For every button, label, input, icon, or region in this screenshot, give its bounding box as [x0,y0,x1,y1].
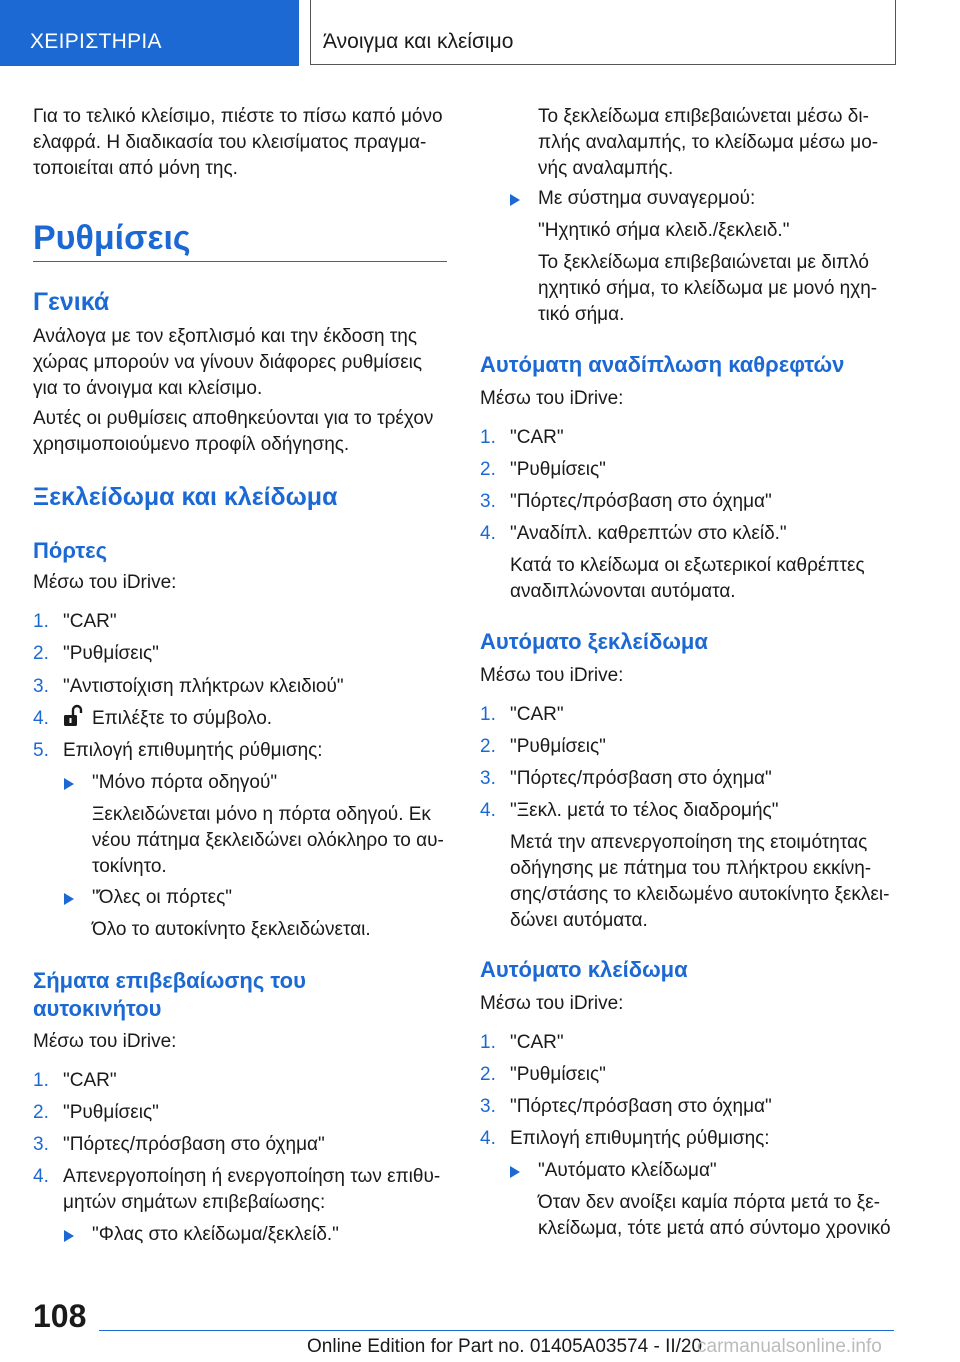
auto-unlock-heading: Αυτόματο ξεκλείδωμα [480,629,708,654]
doors-heading: Πόρτες [33,538,108,563]
auto-lock-step-2-num: 2. [480,1064,496,1085]
driver-door-desc-1: Ξεκλειδώνεται μόνο η πόρτα οδηγού. Εκ [92,804,431,825]
intro-line-1: Για το τελικό κλείσιμο, πιέστε το πίσω καπό μόνο [33,106,443,127]
general-p1-line-2: χώρας μπορούν να γίνουν διάφορες ρυθμίσεις [33,352,423,373]
auto-unlock-step-3: "Πόρτες/πρόσβαση στο όχημα" [510,768,772,789]
confirm-step-2: "Ρυθμίσεις" [63,1102,159,1123]
settings-rule [33,261,447,262]
driver-door-desc-3: τοκίνητο. [92,856,167,877]
mirror-step-4-num: 4. [480,523,496,544]
header-chapter-box [310,0,896,65]
auto-unlock-via-idrive: Μέσω του iDrive: [480,665,624,686]
mirror-step-3-num: 3. [480,491,496,512]
footer-edition: Online Edition for Part no. 01405A03574 - II/20 [307,1336,703,1357]
doors-step-5-num: 5. [33,740,49,761]
auto-unlock-desc-2: οδήγησης με πάτημα του πλήκτρου εκκίνη- [510,858,872,879]
alarm-desc-1: Το ξεκλείδωμα επιβεβαιώνεται με διπλό [538,252,869,273]
auto-unlock-step-2: "Ρυθμίσεις" [510,736,606,757]
doors-step-3: "Αντιστοίχιση πλήκτρων κλειδιού" [63,676,344,697]
confirm-via-idrive: Μέσω του iDrive: [33,1031,177,1052]
doors-step-4-num: 4. [33,708,49,729]
confirm-step-3-num: 3. [33,1134,49,1155]
confirm-signals-heading-1: Σήματα επιβεβαίωσης του [33,968,306,993]
doors-via-idrive: Μέσω του iDrive: [33,572,177,593]
general-heading: Γενικά [33,288,110,316]
general-p1-line-1: Ανάλογα με τον εξοπλισμό και την έκδοση της [33,326,418,347]
unlock-padlock-icon [63,704,85,728]
bullet-triangle-icon [64,778,74,790]
all-doors-option: "Όλες οι πόρτες" [92,887,233,908]
doors-step-1: "CAR" [63,611,117,632]
mirror-step-2: "Ρυθμίσεις" [510,459,606,480]
bullet-triangle-icon [64,1230,74,1242]
auto-lock-step-3-num: 3. [480,1096,496,1117]
mirror-step-3: "Πόρτες/πρόσβαση στο όχημα" [510,491,772,512]
flash-desc-1: Το ξεκλείδωμα επιβεβαιώνεται μέσω δι- [538,106,869,127]
auto-lock-step-4-num: 4. [480,1128,496,1149]
bullet-triangle-icon [510,1166,520,1178]
alarm-value: "Ηχητικό σήμα κλειδ./ξεκλειδ." [538,220,790,241]
doors-step-3-num: 3. [33,676,49,697]
confirm-step-1-num: 1. [33,1070,49,1091]
mirror-desc-2: αναδιπλώνονται αυτόματα. [510,581,736,602]
auto-lock-step-1-num: 1. [480,1032,496,1053]
doors-step-2: "Ρυθμίσεις" [63,643,159,664]
all-doors-desc: Όλο το αυτοκίνητο ξεκλειδώνεται. [92,919,371,940]
alarm-desc-3: τικό σήμα. [538,304,625,325]
header-section-tab [0,0,299,66]
confirm-step-1: "CAR" [63,1070,117,1091]
mirror-step-1: "CAR" [510,427,564,448]
auto-lock-step-1: "CAR" [510,1032,564,1053]
flash-desc-3: νής αναλαμπής. [538,158,674,179]
doors-step-2-num: 2. [33,643,49,664]
auto-lock-option: "Αυτόματο κλείδωμα" [538,1160,717,1181]
auto-lock-via-idrive: Μέσω του iDrive: [480,993,624,1014]
settings-heading: Ρυθμίσεις [33,219,191,257]
auto-unlock-step-1-num: 1. [480,704,496,725]
mirror-step-1-num: 1. [480,427,496,448]
auto-lock-step-4: Επιλογή επιθυμητής ρύθμισης: [510,1128,770,1149]
auto-unlock-step-1: "CAR" [510,704,564,725]
auto-unlock-desc-4: δώνει αυτόματα. [510,910,648,931]
general-p2-line-1: Αυτές οι ρυθμίσεις αποθηκεύονται για το τρέχον [33,408,434,429]
page-number: 108 [33,1298,87,1334]
bullet-triangle-icon [510,194,520,206]
auto-lock-heading: Αυτόματο κλείδωμα [480,957,688,982]
confirm-step-2-num: 2. [33,1102,49,1123]
confirm-signals-heading-2: αυτοκινήτου [33,996,162,1021]
auto-lock-step-3: "Πόρτες/πρόσβαση στο όχημα" [510,1096,772,1117]
mirror-fold-heading: Αυτόματη αναδίπλωση καθρεφτών [480,352,845,377]
watermark: carmanualsonline.info [697,1336,882,1357]
intro-line-2: ελαφρά. Η διαδικασία του κλεισίματος πραγμα- [33,132,427,153]
auto-unlock-step-4: "Ξεκλ. μετά το τέλος διαδρομής" [510,800,779,821]
alarm-option: Με σύστημα συναγερμού: [538,188,756,209]
flash-option: "Φλας στο κλείδωμα/ξεκλείδ." [92,1224,339,1245]
auto-unlock-step-3-num: 3. [480,768,496,789]
auto-unlock-step-4-num: 4. [480,800,496,821]
driver-door-desc-2: νέου πάτημα ξεκλειδώνει ολόκληρο το αυ- [92,830,444,851]
general-p1-line-3: για το άνοιγμα και κλείσιμο. [33,378,263,399]
unlock-lock-heading: Ξεκλείδωμα και κλείδωμα [33,483,338,511]
auto-unlock-desc-3: σης/στάσης το κλειδωμένο αυτοκίνητο ξεκλει- [510,884,890,905]
mirror-step-4: "Αναδίπλ. καθρεπτών στο κλείδ." [510,523,787,544]
auto-unlock-desc-1: Μετά την απενεργοποίηση της ετοιμότητας [510,832,868,853]
intro-line-3: τοποιείται από μόνη της. [33,158,238,179]
mirror-desc-1: Κατά το κλείδωμα οι εξωτερικοί καθρέπτες [510,555,865,576]
mirror-via-idrive: Μέσω του iDrive: [480,388,624,409]
header-chapter-label: Άνοιγμα και κλείσιμο [323,30,514,53]
auto-lock-desc-1: Όταν δεν ανοίξει καμία πόρτα μετά το ξε- [538,1192,880,1213]
confirm-step-4-num: 4. [33,1166,49,1187]
confirm-step-3: "Πόρτες/πρόσβαση στο όχημα" [63,1134,325,1155]
mirror-step-2-num: 2. [480,459,496,480]
bullet-triangle-icon [64,893,74,905]
header-section-label: ΧΕΙΡΙΣΤΗΡΙΑ [30,30,162,53]
doors-step-1-num: 1. [33,611,49,632]
confirm-step-4: Απενεργοποίηση ή ενεργοποίηση των επιθυ- [63,1166,441,1187]
auto-unlock-step-2-num: 2. [480,736,496,757]
confirm-step-4-cont: μητών σημάτων επιβεβαίωσης: [63,1192,326,1213]
general-p2-line-2: χρησιμοποιούμενο προφίλ οδήγησης. [33,434,350,455]
driver-door-option: "Μόνο πόρτα οδηγού" [92,772,278,793]
doors-step-5: Επιλογή επιθυμητής ρύθμισης: [63,740,323,761]
flash-desc-2: πλής αναλαμπής, το κλείδωμα μέσω μο- [538,132,879,153]
auto-lock-step-2: "Ρυθμίσεις" [510,1064,606,1085]
footer-rule [99,1330,894,1331]
doors-step-4: Επιλέξτε το σύμβολο. [92,708,273,729]
auto-lock-desc-2: κλείδωμα, τότε μετά από σύντομο χρονικό [538,1218,891,1239]
alarm-desc-2: ηχητικό σήμα, το κλείδωμα με μονό ηχη- [538,278,878,299]
